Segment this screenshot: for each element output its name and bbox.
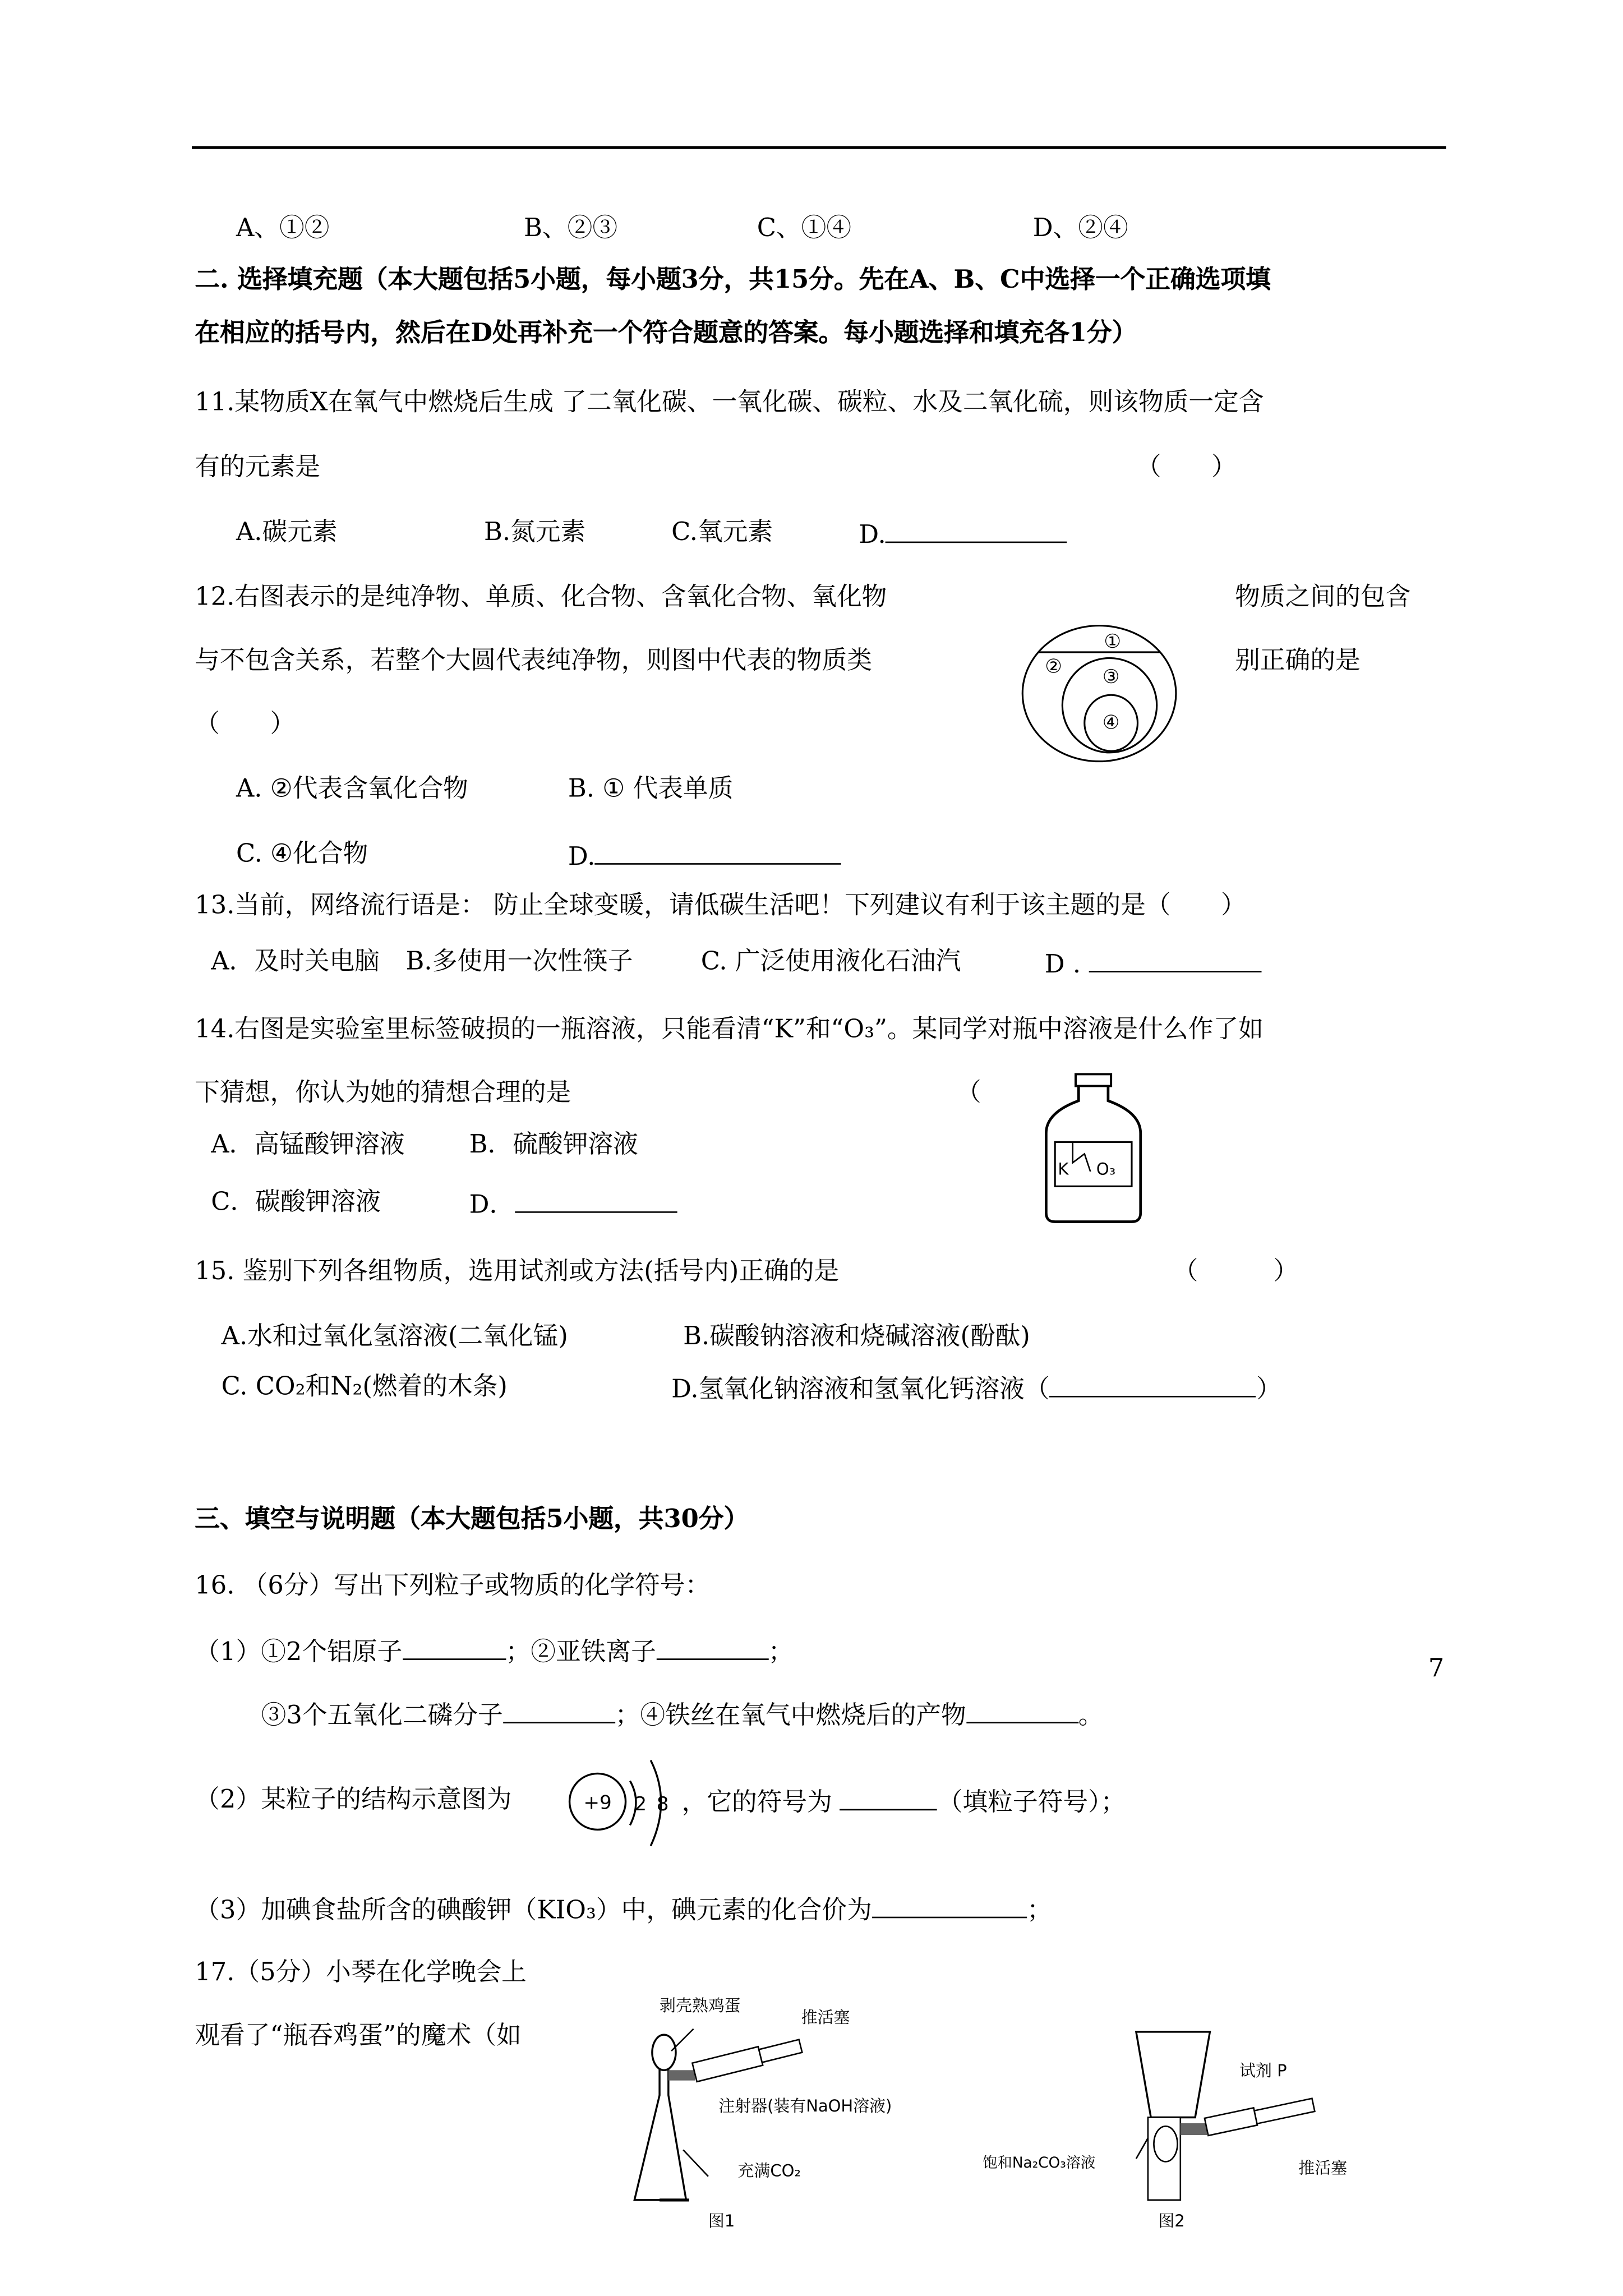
- q17-stem-cont: 观看了“瓶吞鸡蛋”的魔术（如: [195, 2021, 522, 2051]
- fig1-plunger-label: 推活塞: [801, 2008, 850, 2027]
- fig2-solution-label: 饱和Na₂CO₃溶液: [983, 2154, 1096, 2171]
- q11-option-b: B.氮元素: [483, 518, 586, 548]
- q12-stem-cont: 与不包含关系，若整个大圆代表纯净物，则图中代表的物质类: [195, 646, 872, 676]
- q12-set-diagram: [1018, 620, 1180, 767]
- header-rule: [192, 146, 1446, 149]
- q10-option-a: A、①②: [236, 214, 330, 244]
- q16-item2-blank[interactable]: [656, 1635, 768, 1660]
- q15-answer-paren: （ ）: [1173, 1257, 1299, 1287]
- q15-option-a: A.水和过氧化氢溶液(二氧化锰): [221, 1322, 568, 1352]
- diagram-label-2: ②: [1045, 655, 1062, 678]
- section3-heading: 三、填空与说明题（本大题包括5小题，共30分）: [195, 1505, 749, 1535]
- q14-stem: 14.右图是实验室里标签破损的一瓶溶液，只能看清“K”和“O₃”。某同学对瓶中溶液是什么作了如: [195, 1015, 1264, 1045]
- q15-option-d: [671, 1372, 1281, 1405]
- q16-item4-label: ；④铁丝在氧气中燃烧后的产物: [615, 1701, 966, 1731]
- bottle-label-k: K: [1058, 1159, 1069, 1179]
- q12-stem-right-cont: 别正确的是: [1235, 646, 1361, 676]
- q13-option-c: C. 广泛使用液化石油汽: [700, 947, 961, 977]
- page-number: 7: [1428, 1654, 1445, 1684]
- q11-option-d-label: D.: [859, 520, 886, 551]
- q12-option-a: A. ②代表含氧化合物: [236, 774, 468, 804]
- q11-stem-cont: 有的元素是: [195, 453, 320, 483]
- q14-option-d: [469, 1188, 677, 1220]
- q13-stem: 13.当前，网络流行语是： 防止全球变暖，请低碳生活吧！下列建议有利于该主题的是（ ）: [195, 891, 1246, 921]
- q14-option-b: B．硫酸钾溶液: [469, 1130, 638, 1160]
- q16-part2-cont: [682, 1786, 1126, 1818]
- q12-answer-paren: （ ）: [195, 709, 296, 740]
- q13-answer-blank[interactable]: [1090, 947, 1262, 972]
- q12-stem-right: 物质之间的包含: [1235, 583, 1411, 612]
- q13-option-a: A．及时关电脑: [211, 947, 380, 977]
- q12-option-b: B. ① 代表单质: [568, 774, 734, 804]
- fig2-caption: 图2: [1158, 2211, 1185, 2231]
- fig1-caption: 图1: [708, 2211, 735, 2231]
- q14-option-c: C．碳酸钾溶液: [211, 1187, 381, 1218]
- q16-symbol-blank[interactable]: [840, 1786, 938, 1811]
- q16-part2-symbol-label: ，它的符号为: [681, 1788, 832, 1818]
- diagram-label-3: ③: [1102, 666, 1120, 689]
- figure-1-egg-flask: [627, 1985, 966, 2235]
- q15-option-c: C. CO₂和N₂(燃着的木条): [221, 1372, 508, 1402]
- section2-heading: 二. 选择填充题（本大题包括5小题，每小题3分，共15分。先在A、B、C中选择一个正确选项填: [195, 265, 1271, 296]
- diagram-label-4: ④: [1102, 711, 1120, 734]
- q13-option-d-label: D .: [1044, 950, 1081, 980]
- diagram-label-1: ①: [1104, 630, 1122, 653]
- q14-answer-paren: （: [956, 1078, 981, 1108]
- fig2-reagent-label: 试剂 P: [1239, 2060, 1287, 2080]
- q14-option-d-label: D．: [469, 1191, 515, 1220]
- figure-2-funnel-apparatus: [974, 1985, 1387, 2235]
- q17-stem: 17.（5分）小琴在化学晚会上: [195, 1958, 527, 1988]
- q11-answer-paren: （ ）: [1136, 453, 1237, 483]
- q16-item1-label: （1）①2个铝原子: [195, 1638, 403, 1668]
- fig1-syringe-label: 注射器(装有NaOH溶液): [718, 2096, 892, 2115]
- q16-part1-cont: [261, 1698, 1104, 1731]
- punct: ；: [1027, 1896, 1052, 1926]
- punct: 。: [1078, 1701, 1104, 1731]
- q12-option-d-label: D.: [568, 842, 596, 872]
- q16-item3-label: ③3个五氧化二磷分子: [261, 1701, 503, 1731]
- atom-shell-2: 8: [656, 1793, 669, 1816]
- bottle-label-o3: O₃: [1096, 1159, 1116, 1179]
- q16-item3-blank[interactable]: [503, 1698, 615, 1723]
- q15-option-d-close: ）: [1256, 1375, 1281, 1405]
- q13-option-b: B.多使用一次性筷子: [405, 947, 633, 977]
- q13-option-d: [1045, 947, 1262, 980]
- q14-option-a: A．高锰酸钾溶液: [211, 1130, 405, 1160]
- fig1-egg-label: 剥壳熟鸡蛋: [660, 1996, 741, 2016]
- q16-stem: 16. （6分）写出下列粒子或物质的化学符号：: [195, 1571, 711, 1601]
- section2-heading-cont: 在相应的括号内，然后在D处再补充一个符合题意的答案。每小题选择和填充各1分）: [195, 319, 1137, 348]
- q16-item2-label: ；②亚铁离子: [505, 1638, 656, 1668]
- atom-shell-1: 2: [634, 1793, 647, 1816]
- q11-stem: 11.某物质X在氧气中燃烧后生成 了二氧化碳、一氧化碳、碳粒、水及二氧化硫，则该物质一定含: [195, 388, 1264, 418]
- q15-answer-blank[interactable]: [1050, 1372, 1256, 1398]
- q14-bottle-image: [1040, 1071, 1146, 1225]
- q15-option-b: B.碳酸钠溶液和烧碱溶液(酚酞): [683, 1322, 1030, 1352]
- q12-option-c: C. ④化合物: [236, 840, 368, 869]
- q16-part3: [195, 1893, 1052, 1926]
- q15-stem: 15. 鉴别下列各组物质，选用试剂或方法(括号内)正确的是: [195, 1257, 840, 1287]
- q16-part2-label: （2）某粒子的结构示意图为: [195, 1785, 512, 1815]
- q12-stem: 12.右图表示的是纯净物、单质、化合物、含氧化合物、氧化物: [195, 583, 887, 612]
- q16-part1: [195, 1635, 793, 1667]
- q14-stem-cont: 下猜想，你认为她的猜想合理的是: [195, 1078, 571, 1108]
- q15-option-d-label: D.氢氧化钠溶液和氢氧化钙溶液（: [671, 1375, 1050, 1405]
- q16-item4-blank[interactable]: [966, 1698, 1078, 1723]
- q16-valence-blank[interactable]: [872, 1893, 1027, 1919]
- q10-option-d: D、②④: [1032, 214, 1128, 244]
- q11-option-a: A.碳元素: [236, 518, 338, 548]
- atom-nucleus-charge: +9: [583, 1791, 612, 1814]
- atom-structure-diagram: [565, 1749, 691, 1855]
- q12-answer-blank[interactable]: [595, 840, 841, 865]
- fig2-plunger-label: 推活塞: [1298, 2158, 1348, 2178]
- fig1-co2-label: 充满CO₂: [737, 2161, 801, 2180]
- q10-option-b: B、②③: [524, 214, 618, 244]
- q11-answer-blank[interactable]: [886, 518, 1068, 543]
- q14-answer-blank[interactable]: [514, 1188, 676, 1213]
- q12-option-d: [568, 840, 842, 872]
- q10-option-c: C、①④: [757, 214, 852, 244]
- q16-item1-blank[interactable]: [402, 1635, 505, 1660]
- q16-part3-label: （3）加碘食盐所含的碘酸钾（KIO₃）中，碘元素的化合价为: [195, 1896, 872, 1926]
- punct: ；: [768, 1638, 794, 1668]
- q11-option-c: C.氧元素: [671, 518, 773, 548]
- q16-part2-hint: （填粒子符号）；: [937, 1788, 1126, 1818]
- q11-option-d: [859, 518, 1067, 550]
